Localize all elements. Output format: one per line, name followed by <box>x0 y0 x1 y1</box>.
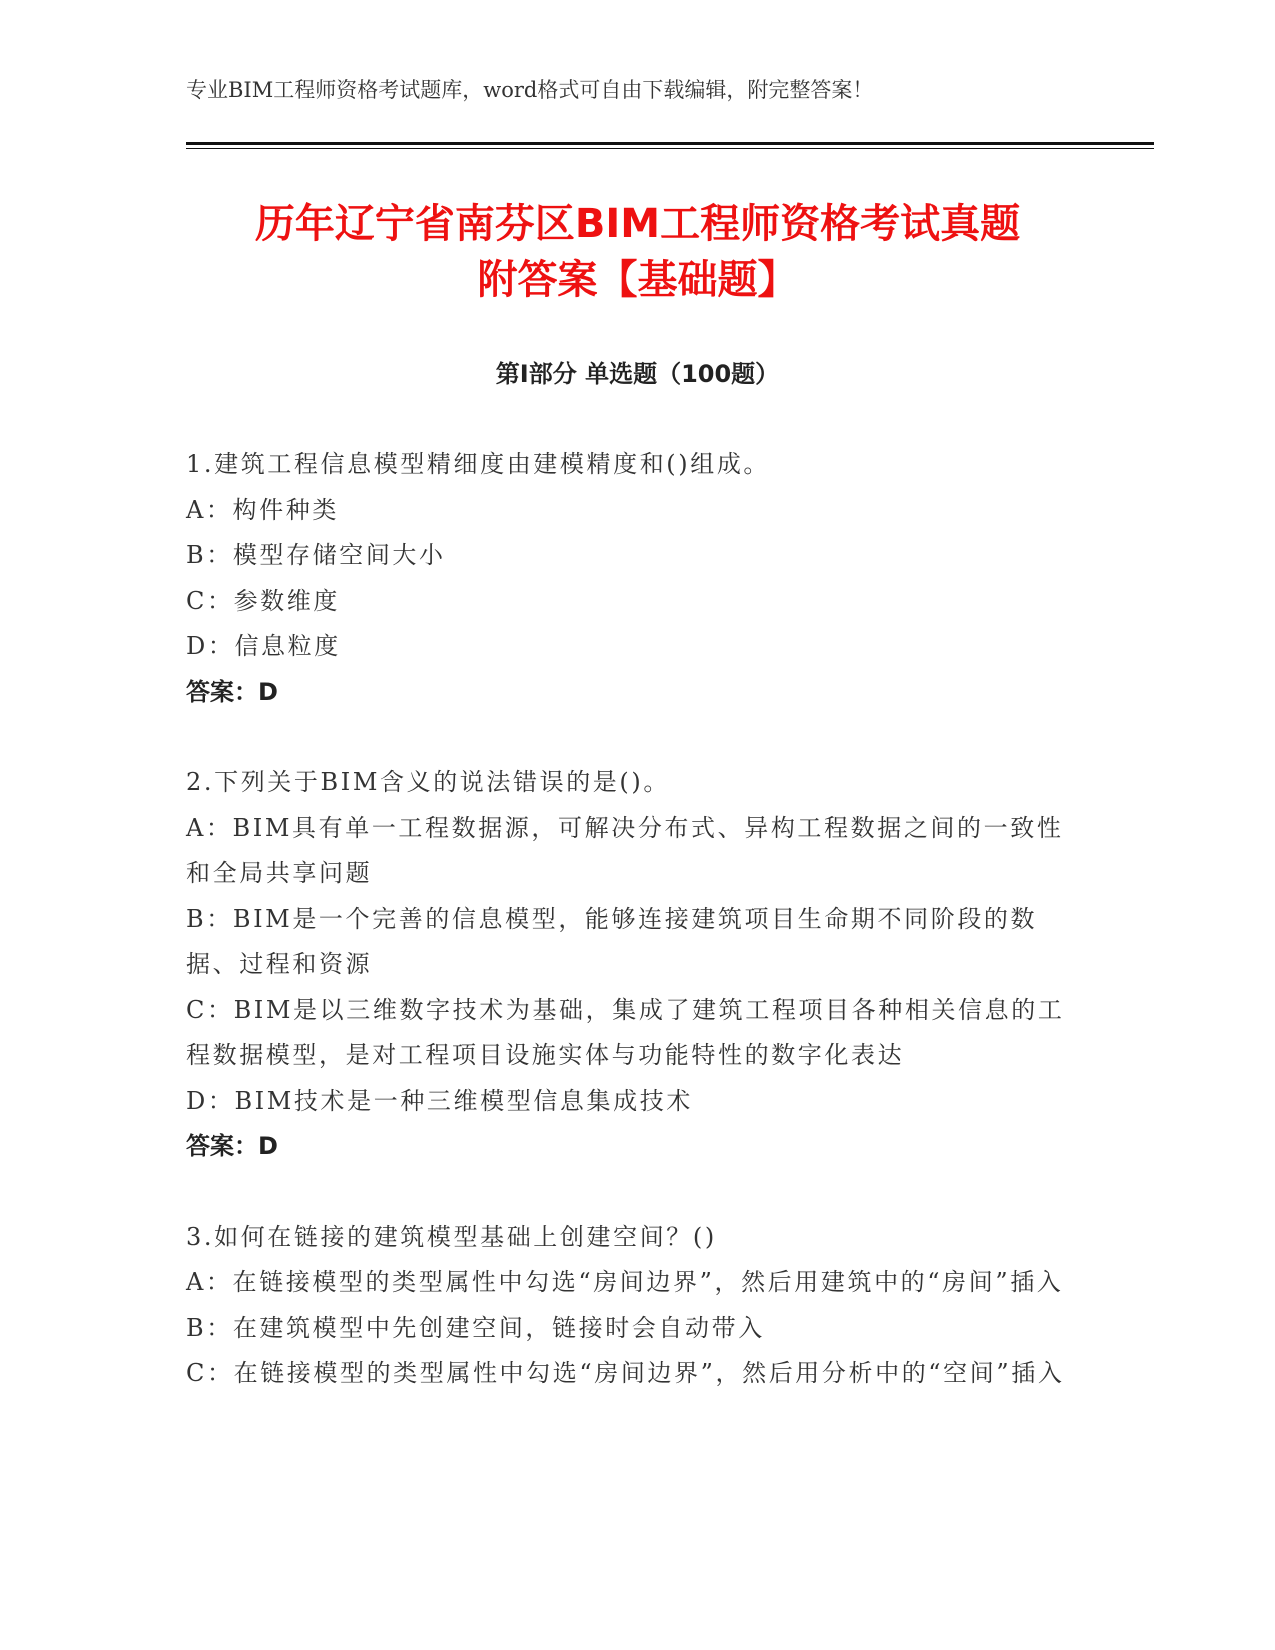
option-c: C：在链接模型的类型属性中勾选“房间边界”，然后用分析中的“空间”插入 <box>186 1359 1065 1387</box>
question-1 <box>186 442 1086 715</box>
option-d: D：BIM技术是一种三维模型信息集成技术 <box>186 1086 693 1115</box>
option-a: A：BIM具有单一工程数据源，可解决分布式、异构工程数据之间的一致性和全局共享问题 <box>186 813 1064 887</box>
header-rule-thin <box>186 148 1154 149</box>
header-note: 专业BIM工程师资格考试题库，word格式可自由下载编辑，附完整答案！ <box>186 78 874 102</box>
option-a: A：在链接模型的类型属性中勾选“房间边界”，然后用建筑中的“房间”插入 <box>186 1268 1064 1296</box>
option-a: A：构件种类 <box>186 495 339 524</box>
question-3 <box>186 1215 1086 1397</box>
title-line-2: 附答案【基础题】 <box>477 257 798 303</box>
option-d: D：信息粒度 <box>186 632 341 660</box>
question-list <box>186 442 1086 1442</box>
option-b: B：模型存储空间大小 <box>186 541 446 569</box>
option-c: C：BIM是以三维数字技术为基础，集成了建筑工程项目各种相关信息的工程数据模型，是对工程项目设施实体与功能特性的数字化表达 <box>186 995 1065 1069</box>
answer: 答案：D <box>186 677 278 706</box>
option-b: B：在建筑模型中先创建空间，链接时会自动带入 <box>186 1313 765 1342</box>
document-title <box>140 196 1135 308</box>
question-stem: 1.建筑工程信息模型精细度由建模精度和()组成。 <box>186 450 771 478</box>
option-c: C：参数维度 <box>186 586 340 615</box>
question-stem: 3.如何在链接的建筑模型基础上创建空间？() <box>186 1222 717 1251</box>
header-rule-thick <box>186 142 1154 145</box>
title-line-1: 历年辽宁省南芬区BIM工程师资格考试真题 <box>254 201 1021 247</box>
question-2 <box>186 760 1086 1170</box>
section-heading: 第Ⅰ部分 单选题（100题） <box>495 360 780 388</box>
option-b: B：BIM是一个完善的信息模型，能够连接建筑项目生命期不同阶段的数据、过程和资源 <box>186 904 1038 978</box>
answer: 答案：D <box>186 1132 278 1160</box>
question-stem: 2.下列关于BIM含义的说法错误的是()。 <box>186 768 670 796</box>
